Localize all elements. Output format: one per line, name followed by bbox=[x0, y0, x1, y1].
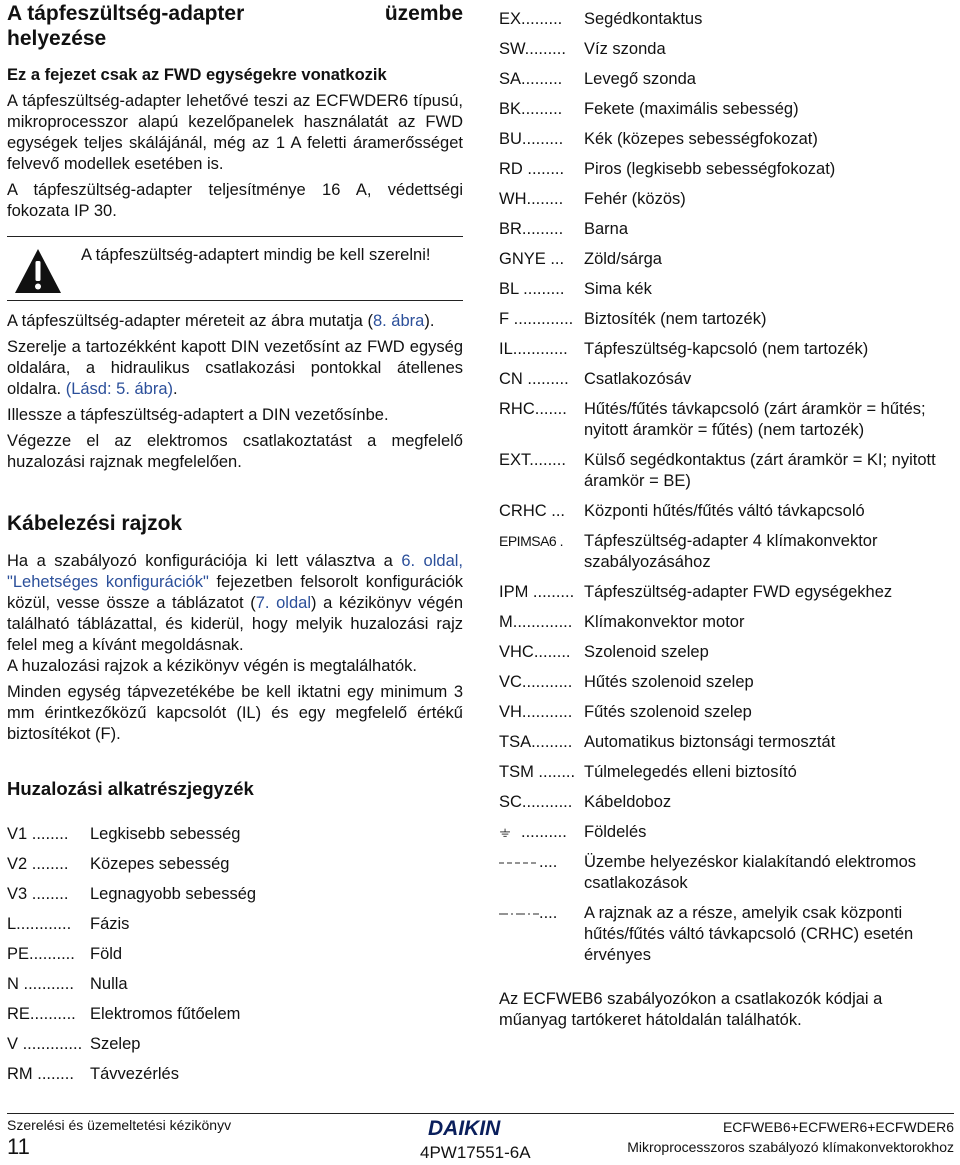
legend-item-v3: V3 ........ Legnagyobb sebesség bbox=[7, 885, 257, 903]
right-legend bbox=[499, 9, 954, 966]
legend-item-crhc: CRHC ... Központi hűtés/fűtés váltó távkapcsoló bbox=[499, 502, 865, 520]
footer-page-number: 11 bbox=[7, 1134, 30, 1159]
legend-item-rhc: RHC....... Hűtés/fűtés távkapcsoló (zárt áramkör = hűtés; nyitott áramkör = fűtés) (nem tartozék) bbox=[499, 400, 926, 439]
legend-item-vhc: VHC........ Szolenoid szelep bbox=[499, 643, 709, 661]
legend-item-dashed: .... Üzembe helyezéskor kialakítandó elektromos csatlakozások bbox=[499, 852, 954, 894]
config-text-a: Ha a szabályozó konfigurációja ki lett választva a bbox=[7, 552, 402, 570]
legend-item-v1: V1 ........ Legkisebb sebesség bbox=[7, 825, 241, 843]
legend-item-ipm: IPM ......... Tápfeszültség-adapter FWD egységekhez bbox=[499, 583, 893, 601]
legend-item-rd: RD ........ Piros (legkisebb sebességfokozat) bbox=[499, 160, 836, 178]
legend-item-sc: SC........... Kábeldoboz bbox=[499, 793, 672, 811]
mounting-text: Szerelje a tartozékként kapott DIN vezetősínt az FWD egység oldalára, a hidraulikus csatlakozási pontokkal átellenes oldalra. bbox=[7, 338, 463, 398]
parts-list-title: Huzalozási alkatrészjegyzék bbox=[7, 778, 254, 799]
legend-item-bl: BL ......... Sima kék bbox=[499, 280, 652, 298]
heading-line1-right: üzembe bbox=[384, 2, 463, 25]
intro-paragraph-1: A tápfeszültség-adapter lehetővé teszi az ECFWDER6 típusú, mikroprocesszor alapú kezelőpanelek használatát az FWD egységek teljes skálájánál, még az 1 A feletti áramerősséget felvevő modellek esetében is. bbox=[7, 92, 463, 173]
legend-item-sa: SA......... Levegő szonda bbox=[499, 70, 696, 88]
left-legend bbox=[7, 819, 463, 1089]
dimensions-end: ). bbox=[424, 312, 435, 330]
dashed-line-symbol-icon bbox=[499, 855, 539, 871]
dimensions-text: A tápfeszültség-adapter méreteit az ábra mutatja ( bbox=[7, 312, 373, 330]
page-heading bbox=[7, 1, 463, 51]
dimensions-paragraph bbox=[7, 311, 463, 332]
legend-item-tsm: TSM ........ Túlmelegedés elleni biztosító bbox=[499, 763, 797, 781]
legend-item-il: IL............ Tápfeszültség-kapcsoló (nem tartozék) bbox=[499, 340, 869, 358]
footer-models: ECFWEB6+ECFWER6+ECFWDER6 bbox=[722, 1119, 954, 1135]
daikin-logo bbox=[428, 1115, 528, 1139]
legend-item-rm: RM ........ Távvezérlés bbox=[7, 1065, 179, 1083]
footer-manual-title: Szerelési és üzemeltetési kézikönyv bbox=[7, 1117, 232, 1133]
heading-line1-left: A tápfeszültség-adapter bbox=[7, 2, 245, 25]
left-column bbox=[7, 0, 463, 1089]
warning-text: A tápfeszültség-adaptert mindig be kell szerelni! bbox=[81, 246, 431, 264]
breaker-paragraph: Minden egység tápvezetékébe be kell iktatni egy minimum 3 mm érintkezőközű kapcsolót (IL) és egy megfelelő értékű biztosítékot (F). bbox=[7, 683, 463, 743]
footer-divider bbox=[7, 1113, 954, 1114]
diagrams-location-paragraph: A huzalozási rajzok a kézikönyv végén is megtalálhatók. bbox=[7, 657, 417, 675]
legend-item-vc: VC........... Hűtés szolenoid szelep bbox=[499, 673, 754, 691]
legend-item-gnye: GNYE ... Zöld/sárga bbox=[499, 250, 662, 268]
legend-item-tsa: TSA......... Automatikus biztonsági termosztát bbox=[499, 733, 836, 751]
legend-item-wh: WH........ Fehér (közös) bbox=[499, 190, 686, 208]
legend-item-bu: BU......... Kék (közepes sebességfokozat) bbox=[499, 130, 818, 148]
legend-item-sw: SW......... Víz szonda bbox=[499, 40, 666, 58]
page-7-link[interactable]: 7. oldal bbox=[255, 594, 311, 612]
svg-text:DAIKIN: DAIKIN bbox=[428, 1117, 501, 1139]
legend-item-v2: V2 ........ Közepes sebesség bbox=[7, 855, 230, 873]
legend-item-n: N ........... Nulla bbox=[7, 975, 128, 993]
footer-subtitle: Mikroprocesszoros szabályozó klímakonvektorokhoz bbox=[627, 1139, 954, 1155]
warning-triangle-icon bbox=[13, 247, 63, 295]
legend-item-l: L............ Fázis bbox=[7, 915, 130, 933]
legend-item-re: RE.......... Elektromos fűtőelem bbox=[7, 1005, 241, 1023]
heading-line2: helyezése bbox=[7, 27, 107, 50]
legend-item-bk: BK......... Fekete (maximális sebesség) bbox=[499, 100, 799, 118]
mounting-end: . bbox=[173, 380, 178, 398]
legend-item-epimsa6: EPIMSA6 . Tápfeszültség-adapter 4 klímakonvektor szabályozásához bbox=[499, 532, 878, 571]
electrical-paragraph: Végezze el az elektromos csatlakoztatást a megfelelő huzalozási rajznak megfelelően. bbox=[7, 432, 463, 471]
configuration-paragraph bbox=[7, 551, 463, 656]
ground-symbol-icon bbox=[499, 825, 521, 841]
legend-item-f: F ............. Biztosíték (nem tartozék) bbox=[499, 310, 767, 328]
legend-item-m: M............. Klímakonvektor motor bbox=[499, 613, 745, 631]
figure-5-link[interactable]: (Lásd: 5. ábra) bbox=[65, 380, 174, 398]
intro-paragraph-2: A tápfeszültség-adapter teljesítménye 16 A, védettségi fokozata IP 30. bbox=[7, 181, 463, 220]
config-text-b: fejezetben felsorolt konfigurációk közül, vesse össze a táblázatot ( bbox=[7, 573, 463, 612]
warning-box bbox=[7, 236, 463, 301]
legend-item-dashdot: .... A rajznak az a része, amelyik csak központi hűtés/fűtés váltó távkapcsoló (CRHC) esetén érvényes bbox=[499, 903, 954, 966]
legend-item-ex: EX......... Segédkontaktus bbox=[499, 10, 703, 28]
config-text-c: ) a kézikönyv végén található táblázattal, és kiderül, hogy melyik huzalozási rajz felel meg a kívánt megoldásnak. bbox=[7, 594, 463, 654]
din-rail-paragraph: Illessze a tápfeszültség-adaptert a DIN vezetősínbe. bbox=[7, 406, 389, 424]
ecfweb-note: Az ECFWEB6 szabályozókon a csatlakozók kódjai a műanyag tartókeret hátoldalán találhatók. bbox=[499, 990, 883, 1029]
legend-item-cn: CN ......... Csatlakozósáv bbox=[499, 370, 692, 388]
legend-item-br: BR......... Barna bbox=[499, 220, 629, 238]
footer-document-id: 4PW17551-6A bbox=[420, 1143, 531, 1162]
fwd-note: Ez a fejezet csak az FWD egységekre vonatkozik bbox=[7, 66, 387, 84]
dash-dot-line-symbol-icon bbox=[499, 906, 539, 922]
wiring-diagrams-title: Kábelezési rajzok bbox=[7, 512, 183, 535]
figure-8-link[interactable]: 8. ábra bbox=[372, 312, 425, 330]
right-column bbox=[499, 9, 954, 1031]
legend-item-ground: .......... Földelés bbox=[499, 822, 954, 843]
configurations-link[interactable]: 6. oldal, "Lehetséges konfigurációk" bbox=[7, 552, 463, 591]
legend-item-v: V ............. Szelep bbox=[7, 1035, 141, 1053]
mounting-paragraph bbox=[7, 337, 463, 400]
legend-item-pe: PE.......... Föld bbox=[7, 945, 123, 963]
legend-item-vh: VH........... Fűtés szolenoid szelep bbox=[499, 703, 752, 721]
legend-item-ext: EXT........ Külső segédkontaktus (zárt áramkör = KI; nyitott áramkör = BE) bbox=[499, 451, 936, 490]
